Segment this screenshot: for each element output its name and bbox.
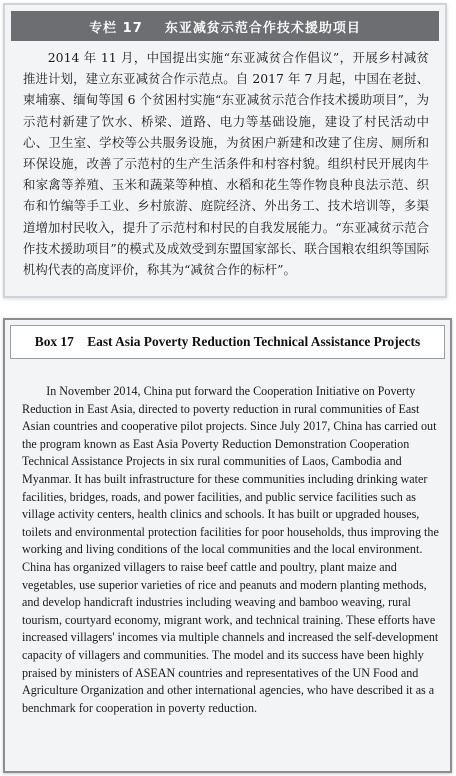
chinese-box-title: 专栏 17 东亚减贫示范合作技术援助项目 (11, 11, 439, 41)
chinese-text-box (3, 3, 447, 298)
english-text-box (3, 318, 452, 773)
english-box-body: In November 2014, China put forward the Cooperation Initiative on Poverty Reduction in East Asia, directed to poverty reduction in rural communities of East Asian countries and cooperative pilot projects. Since July 2017, China has carried out the program known as East Asia Poverty Reduction Demonstration Cooperation Technical Assistance Projects in six rural communities of Laos, Cambodia and Myanmar. It has built infrastructure for these communities including drinking water facilities, bridges, roads, and power facilities, and public service facilities such as village activity centers, health clinics and schools. It has built or upgraded houses, toilets and environmental protection facilities for poor households, thus improving the working and living conditions of the local communities and the local environment. China has organized villagers to raise beef cattle and poultry, plant maize and vegetables, use superior varieties of rice and peanuts and modern planting methods, and develop handicraft industries including weaving and bamboo weaving, rural tourism, courtyard economy, migrant work, and technical training. These efforts have increased villagers' incomes via multiple channels and increased the self-development capacity of villagers and communities. The model and its success have been highly praised by ministers of ASEAN countries and representatives of the UN Food and Agriculture Organization and other international agencies, who have described it as a benchmark for cooperation in poverty reduction. (22, 384, 439, 715)
english-box-title: Box 17 East Asia Poverty Reduction Technical Assistance Projects (10, 325, 445, 359)
chinese-box-body: 2014 年 11 月，中国提出实施“东亚减贫合作倡议”，开展乡村减贫推进计划，建立东亚减贫合作示范点。自 2017 年 7 月起，中国在老挝、柬埔寨、缅甸等国 6 个贫困村实施“东亚减贫示范合作技术援助项目”，为示范村新建了饮水、桥梁、道路、电力等基础设施，建设了村民活动中心、卫生室、学校等公共服务设施，为贫困户新建和改建了住房、厕所和环保设施，改善了示范村的生产生活条件和村容村貌。组织村民开展肉牛和家禽等养殖、玉米和蔬菜等种植、水稻和花生等作物良种良法示范、织布和竹编等手工业、乡村旅游、庭院经济、外出务工、技术培训等，多渠道增加村民收入，提升了示范村和村民的自我发展能力。“东亚减贫示范合作技术援助项目”的模式及成效受到东盟国家部长、联合国粮农组织等国际机构代表的高度评价，称其为“减贫合作的标杆”。 (23, 50, 429, 278)
